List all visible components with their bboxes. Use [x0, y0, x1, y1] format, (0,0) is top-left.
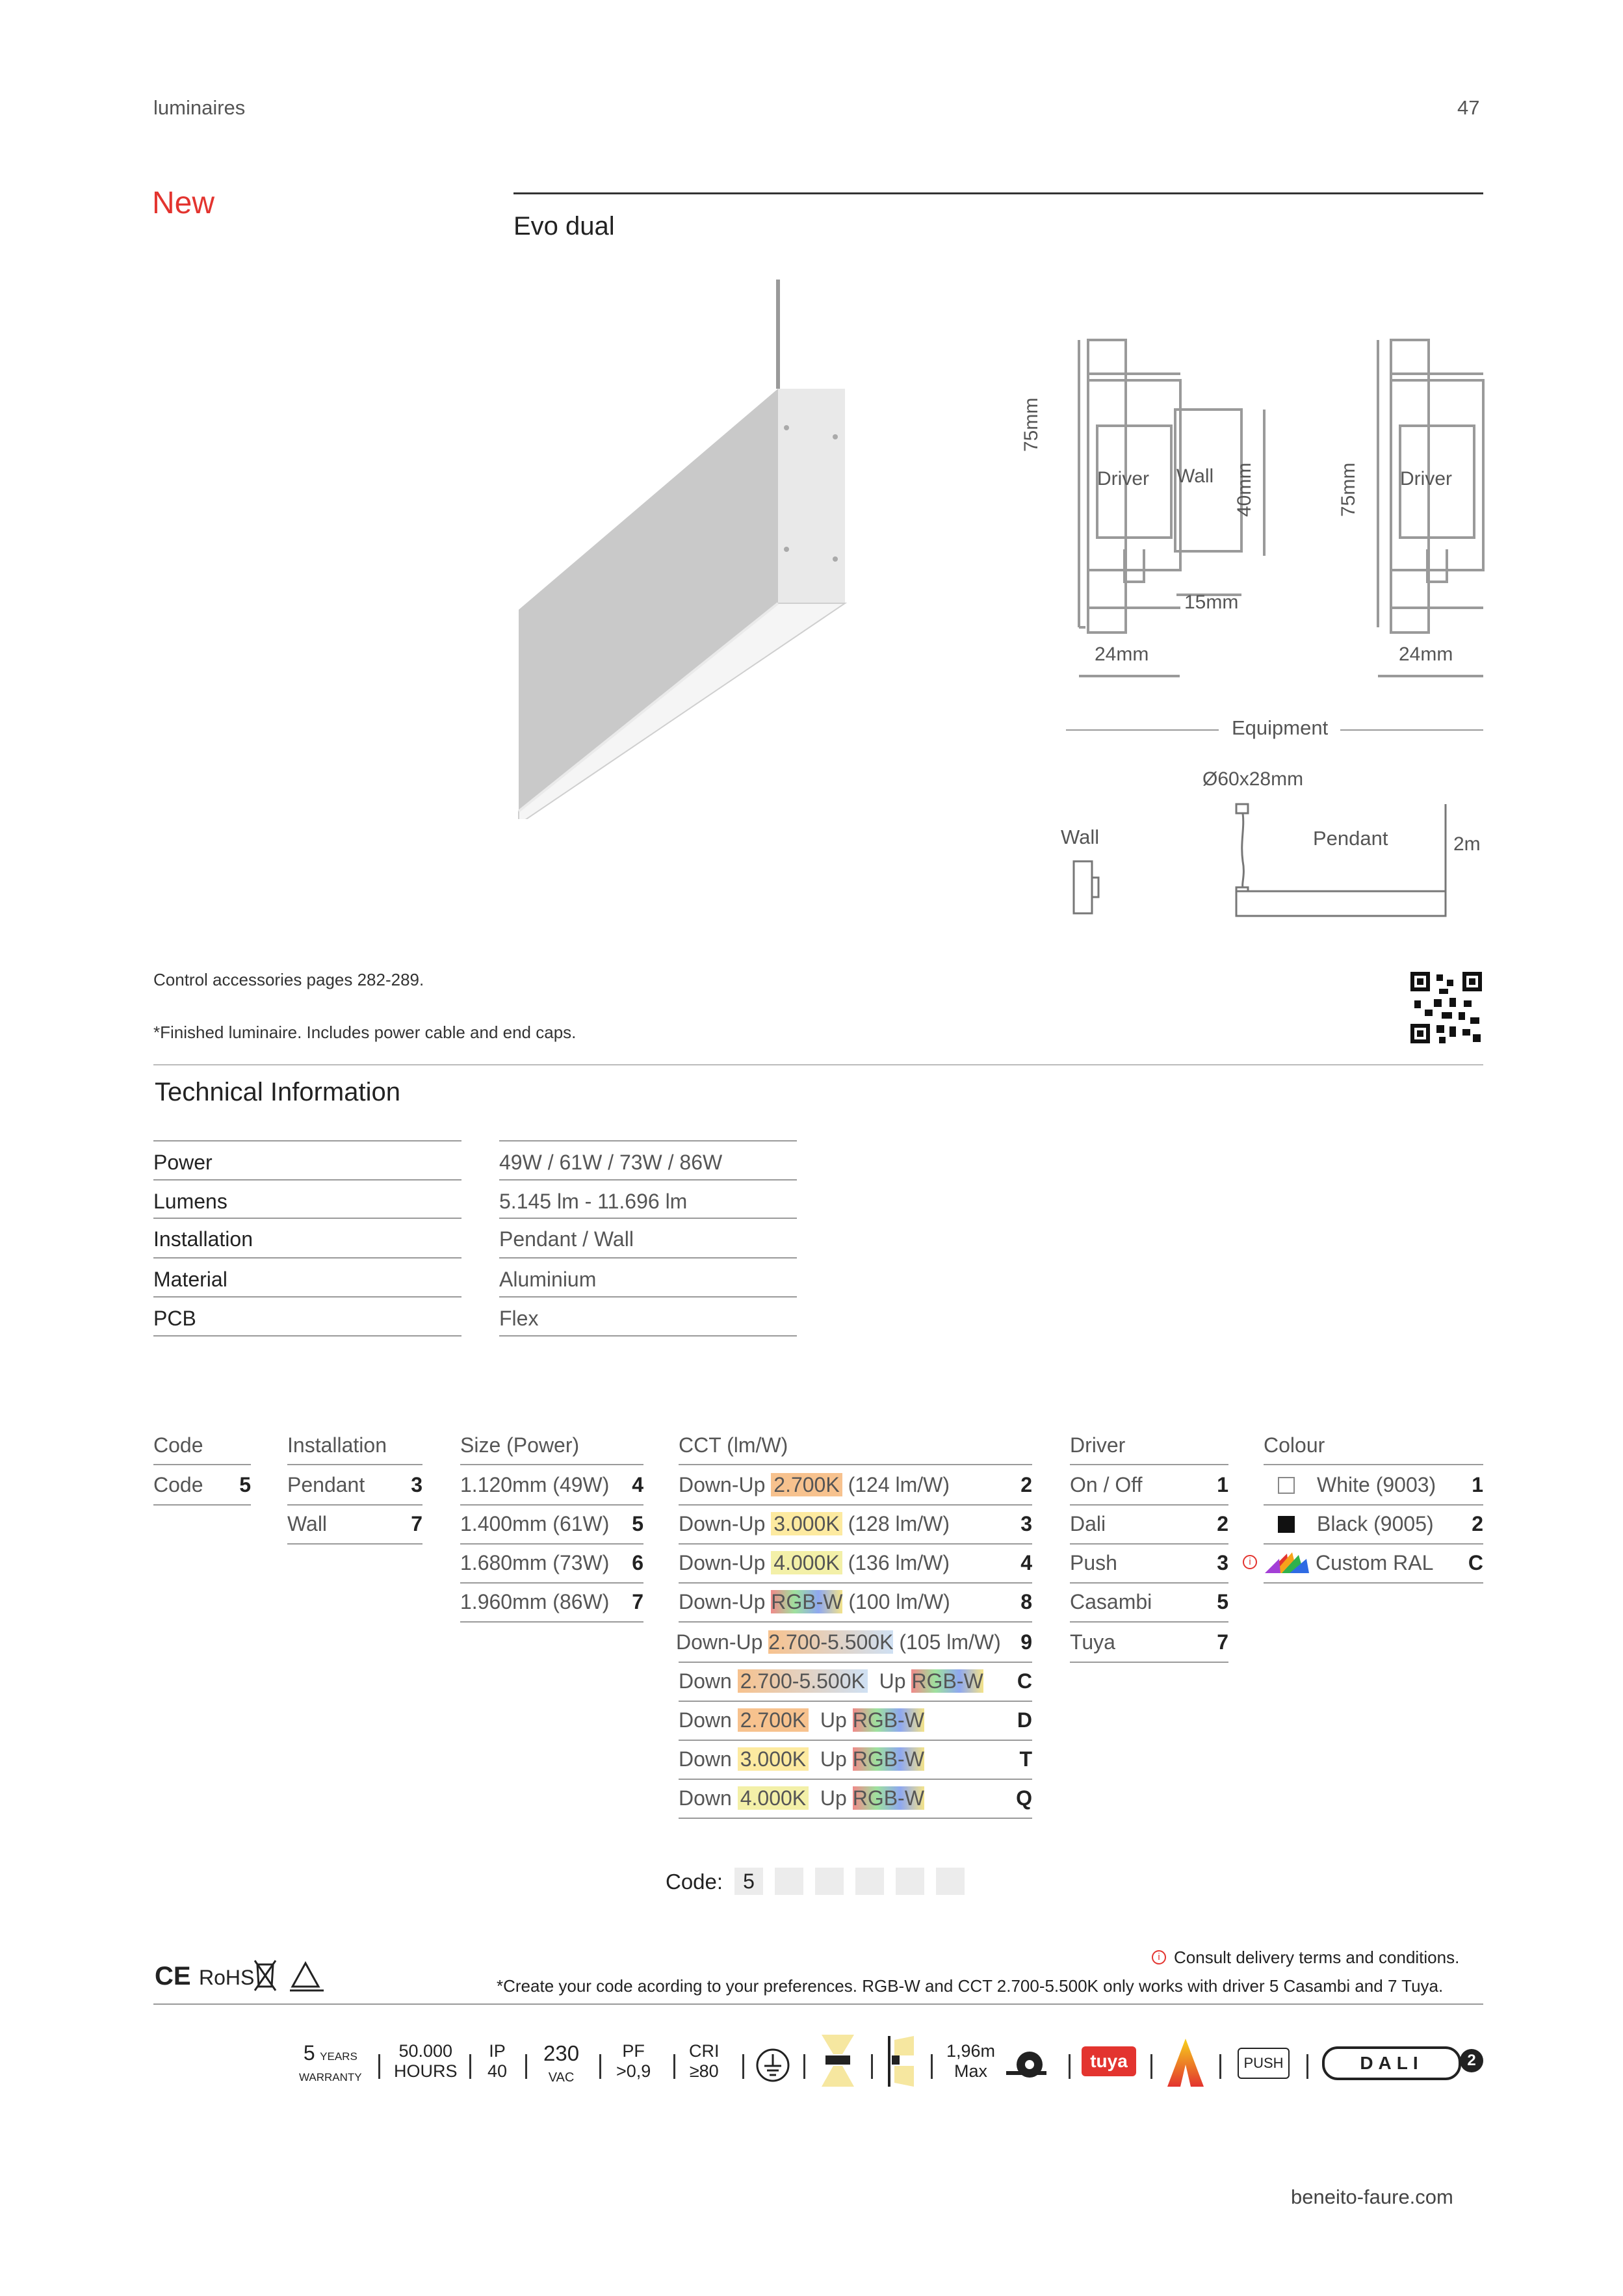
finished-note: *Finished luminaire. Includes power cable and end caps.: [153, 1023, 577, 1042]
height-right-label: 75mm: [1338, 462, 1359, 517]
code-slot-installation[interactable]: [775, 1868, 803, 1895]
cct-num: Q: [1016, 1786, 1032, 1810]
page-number: 47: [1457, 96, 1480, 119]
info-icon: i: [1243, 1555, 1257, 1569]
colour-num: 1: [1472, 1473, 1483, 1496]
title-rule: [513, 192, 1483, 194]
cct-option[interactable]: Down 2.700K Up RGB-W: [679, 1708, 924, 1732]
control-note: Control accessories pages 282-289.: [153, 970, 424, 989]
installation-option[interactable]: Pendant: [287, 1473, 365, 1496]
code-slot-driver[interactable]: [896, 1868, 924, 1895]
wall-depth-label: 15mm: [1184, 592, 1239, 613]
casambi-icon: [1167, 2039, 1204, 2087]
cct-num: 8: [1020, 1590, 1032, 1613]
ip-badge: IP 40: [487, 2041, 508, 2081]
tech-value: 49W / 61W / 73W / 86W: [499, 1151, 723, 1174]
tech-label: Power: [153, 1151, 213, 1174]
rohs-label: RoHS: [199, 1966, 255, 1989]
cct-option[interactable]: Down-Up RGB-W (100 lm/W): [679, 1590, 950, 1613]
wall-height-label: 40mm: [1234, 462, 1255, 517]
create-note: *Create your code acording to your preferences. RGB-W and CCT 2.700-5.500K only works with driver 5 Casambi and 7 Tuya.: [497, 1976, 1444, 1996]
hours-badge: 50.000 HOURS: [394, 2041, 458, 2081]
website-link[interactable]: beneito-faure.com: [1291, 2185, 1453, 2208]
driver-label: Driver: [1097, 468, 1149, 489]
color-fan-icon: [1264, 1550, 1310, 1576]
equipment-drawing: [1066, 803, 1495, 920]
tech-label: Lumens: [153, 1190, 227, 1213]
consult-note: Consult delivery terms and conditions.: [1174, 1948, 1460, 1967]
cut-to-size-icon: [1006, 2045, 1046, 2081]
product-title: Evo dual: [513, 212, 615, 241]
equipment-title: Equipment: [1232, 716, 1329, 739]
size-option[interactable]: 1.680mm (73W): [460, 1551, 610, 1574]
tuya-logo: tuya: [1082, 2046, 1136, 2076]
section-divider: [153, 1064, 1483, 1065]
wall-light-icon: [885, 2036, 923, 2087]
cct-option[interactable]: Down 3.000K Up RGB-W: [679, 1747, 924, 1771]
header-driver: Driver: [1070, 1433, 1126, 1457]
cct-option[interactable]: Down-Up 4.000K (136 lm/W): [679, 1551, 950, 1574]
size-num: 4: [632, 1473, 643, 1496]
footer-divider: [153, 2003, 1483, 2005]
cct-option[interactable]: Down 2.700-5.500K Up RGB-W: [679, 1669, 983, 1693]
ce-mark-icon: CE: [155, 1962, 191, 1990]
info-icon: i: [1152, 1950, 1166, 1964]
cct-option[interactable]: Down-Up 3.000K (128 lm/W): [679, 1512, 950, 1535]
equipment-rule-left: [1066, 729, 1219, 731]
installation-num: 3: [411, 1473, 422, 1496]
section-drawing: [1033, 335, 1488, 679]
push-icon: PUSH: [1238, 2048, 1290, 2079]
cct-num: D: [1017, 1708, 1032, 1732]
driver-num: 3: [1217, 1551, 1228, 1574]
cable-length-label: 2m: [1453, 833, 1481, 855]
colour-option[interactable]: Custom RAL: [1316, 1551, 1434, 1574]
cct-option[interactable]: Down-Up 2.700K (124 lm/W): [679, 1473, 950, 1496]
code-slot-size[interactable]: [815, 1868, 844, 1895]
earth-ground-icon: [755, 2048, 790, 2083]
tech-value: 5.145 lm - 11.696 lm: [499, 1190, 688, 1213]
cct-option[interactable]: Down-Up 2.700-5.500K (105 lm/W): [676, 1630, 1001, 1654]
driver-num: 1: [1217, 1473, 1228, 1496]
max-length-badge: 1,96m Max: [946, 2041, 996, 2081]
driver-option[interactable]: Casambi: [1070, 1590, 1152, 1613]
driver-num: 5: [1217, 1590, 1228, 1613]
cri-badge: CRI ≥80: [689, 2041, 720, 2081]
wall-label: Wall: [1176, 465, 1214, 487]
cct-num: 4: [1020, 1551, 1032, 1574]
driver-option[interactable]: Push: [1070, 1551, 1117, 1574]
cct-option[interactable]: Down 4.000K Up RGB-W: [679, 1786, 924, 1810]
cct-num: 3: [1020, 1512, 1032, 1535]
equipment-wall-label: Wall: [1061, 826, 1100, 848]
tech-label: Installation: [153, 1227, 253, 1251]
diameter-label: Ø60x28mm: [1202, 768, 1304, 790]
tech-title: Technical Information: [155, 1078, 400, 1106]
cct-num: 2: [1020, 1473, 1032, 1496]
tech-label: Material: [153, 1268, 227, 1291]
header-size: Size (Power): [460, 1433, 580, 1457]
header-installation: Installation: [287, 1433, 387, 1457]
installation-num: 7: [411, 1512, 422, 1535]
width-right-label: 24mm: [1399, 644, 1453, 665]
code-builder-label: Code:: [666, 1870, 723, 1894]
driver-option[interactable]: Dali: [1070, 1512, 1106, 1535]
section-label: luminaires: [153, 96, 246, 119]
driver-option[interactable]: Tuya: [1070, 1630, 1115, 1654]
tech-value: Aluminium: [499, 1268, 597, 1291]
code-slot-cct[interactable]: [855, 1868, 884, 1895]
size-num: 5: [632, 1512, 643, 1535]
tech-value: Flex: [499, 1307, 539, 1330]
width-left-label: 24mm: [1095, 644, 1149, 665]
driver-num: 7: [1217, 1630, 1228, 1654]
tech-label: PCB: [153, 1307, 196, 1330]
cct-num: 9: [1020, 1630, 1032, 1654]
dali-version-badge: 2: [1460, 2049, 1483, 2072]
product-render: [507, 280, 858, 819]
new-badge: New: [152, 186, 215, 220]
tech-value: Pendant / Wall: [499, 1227, 634, 1251]
equipment-rule-right: [1340, 729, 1483, 731]
weee-emc-icons: [253, 1958, 331, 1994]
black-swatch-icon: [1278, 1516, 1295, 1533]
installation-option[interactable]: Wall: [287, 1512, 328, 1535]
code-num: 5: [239, 1473, 251, 1496]
pf-badge: PF >0,9: [616, 2041, 651, 2081]
size-num: 6: [632, 1551, 643, 1574]
header-code: Code: [153, 1433, 203, 1457]
equipment-pendant-label: Pendant: [1313, 827, 1388, 850]
up-down-light-icon: [816, 2035, 859, 2087]
driver-num: 2: [1217, 1512, 1228, 1535]
cct-num: T: [1019, 1747, 1032, 1771]
driver-label-right: Driver: [1400, 468, 1452, 489]
code-label: Code: [153, 1473, 203, 1496]
colour-num: C: [1468, 1551, 1483, 1574]
size-option[interactable]: 1.120mm (49W): [460, 1473, 610, 1496]
colour-option[interactable]: White (9003): [1317, 1473, 1436, 1496]
voltage-badge: 230 VAC: [543, 2041, 580, 2085]
dali-logo: DALI: [1322, 2046, 1461, 2080]
size-option[interactable]: 1.400mm (61W): [460, 1512, 610, 1535]
warranty-badge: 5 YEARS WARRANTY: [299, 2041, 362, 2083]
code-slot-colour[interactable]: [936, 1868, 965, 1895]
size-num: 7: [632, 1590, 643, 1613]
size-option[interactable]: 1.960mm (86W): [460, 1590, 610, 1613]
colour-num: 2: [1472, 1512, 1483, 1535]
qr-code[interactable]: [1410, 972, 1482, 1043]
header-colour: Colour: [1264, 1433, 1325, 1457]
colour-option[interactable]: Black (9005): [1317, 1512, 1434, 1535]
cct-num: C: [1017, 1669, 1032, 1693]
driver-option[interactable]: On / Off: [1070, 1473, 1143, 1496]
code-slot-family: 5: [734, 1868, 763, 1895]
white-swatch-icon: [1278, 1477, 1295, 1494]
header-cct: CCT (lm/W): [679, 1433, 788, 1457]
height-left-label: 75mm: [1020, 397, 1042, 452]
